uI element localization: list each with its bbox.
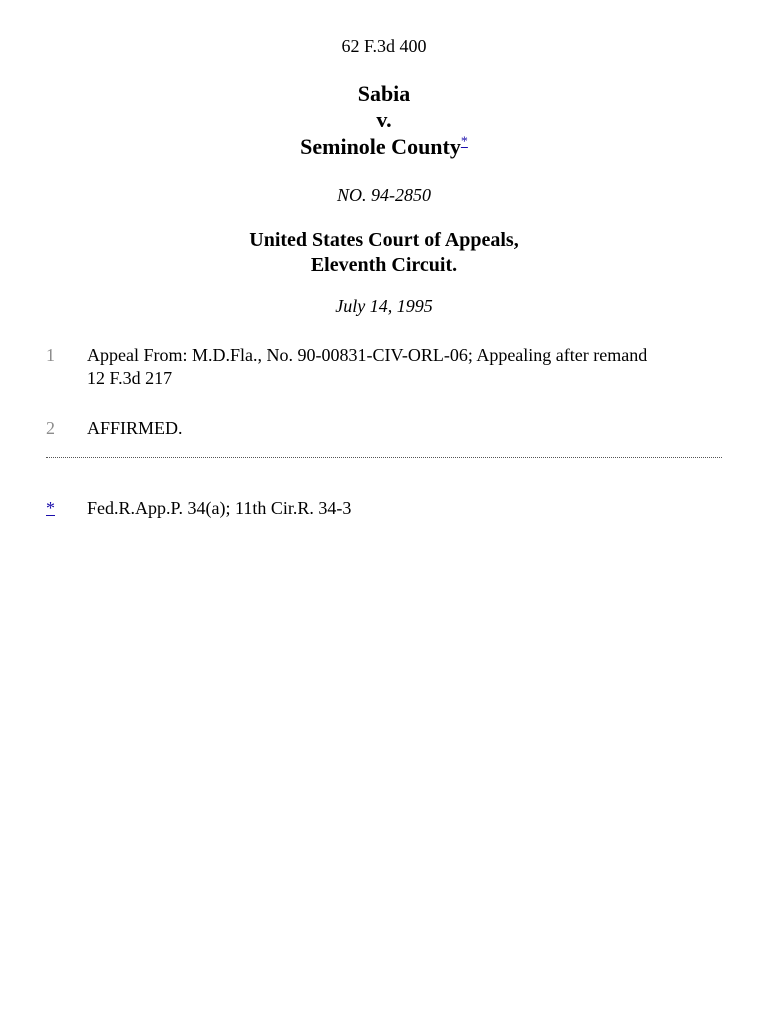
footnote-backlink[interactable]: *	[46, 498, 55, 518]
case-title-plaintiff: Sabia	[357, 81, 411, 106]
case-title-defendant: Seminole County	[300, 134, 461, 159]
court-name-line-2: Eleventh Circuit.	[310, 254, 458, 276]
case-title-defendant-line	[0, 134, 768, 160]
case-citation: 62 F.3d 400	[341, 36, 427, 56]
paragraph-text-line-2: 12 F.3d 217	[87, 368, 173, 388]
paragraph-number: 1	[46, 345, 55, 365]
case-title-versus: v.	[376, 107, 392, 132]
docket-number: NO. 94-2850	[337, 185, 431, 205]
title-footnote-link[interactable]: *	[460, 134, 468, 150]
paragraph-number: 2	[46, 418, 55, 438]
paragraph-text	[87, 344, 727, 390]
footnote-text: Fed.R.App.P. 34(a); 11th Cir.R. 34-3	[87, 498, 352, 518]
court-name-line-1: United States Court of Appeals,	[249, 229, 519, 251]
decision-date: July 14, 1995	[335, 296, 433, 316]
paragraph-text: AFFIRMED.	[87, 418, 183, 438]
paragraph-text-line-1: Appeal From: M.D.Fla., No. 90-00831-CIV-ORL-06; Appealing after remand	[87, 345, 648, 365]
footnote-divider	[46, 457, 722, 458]
